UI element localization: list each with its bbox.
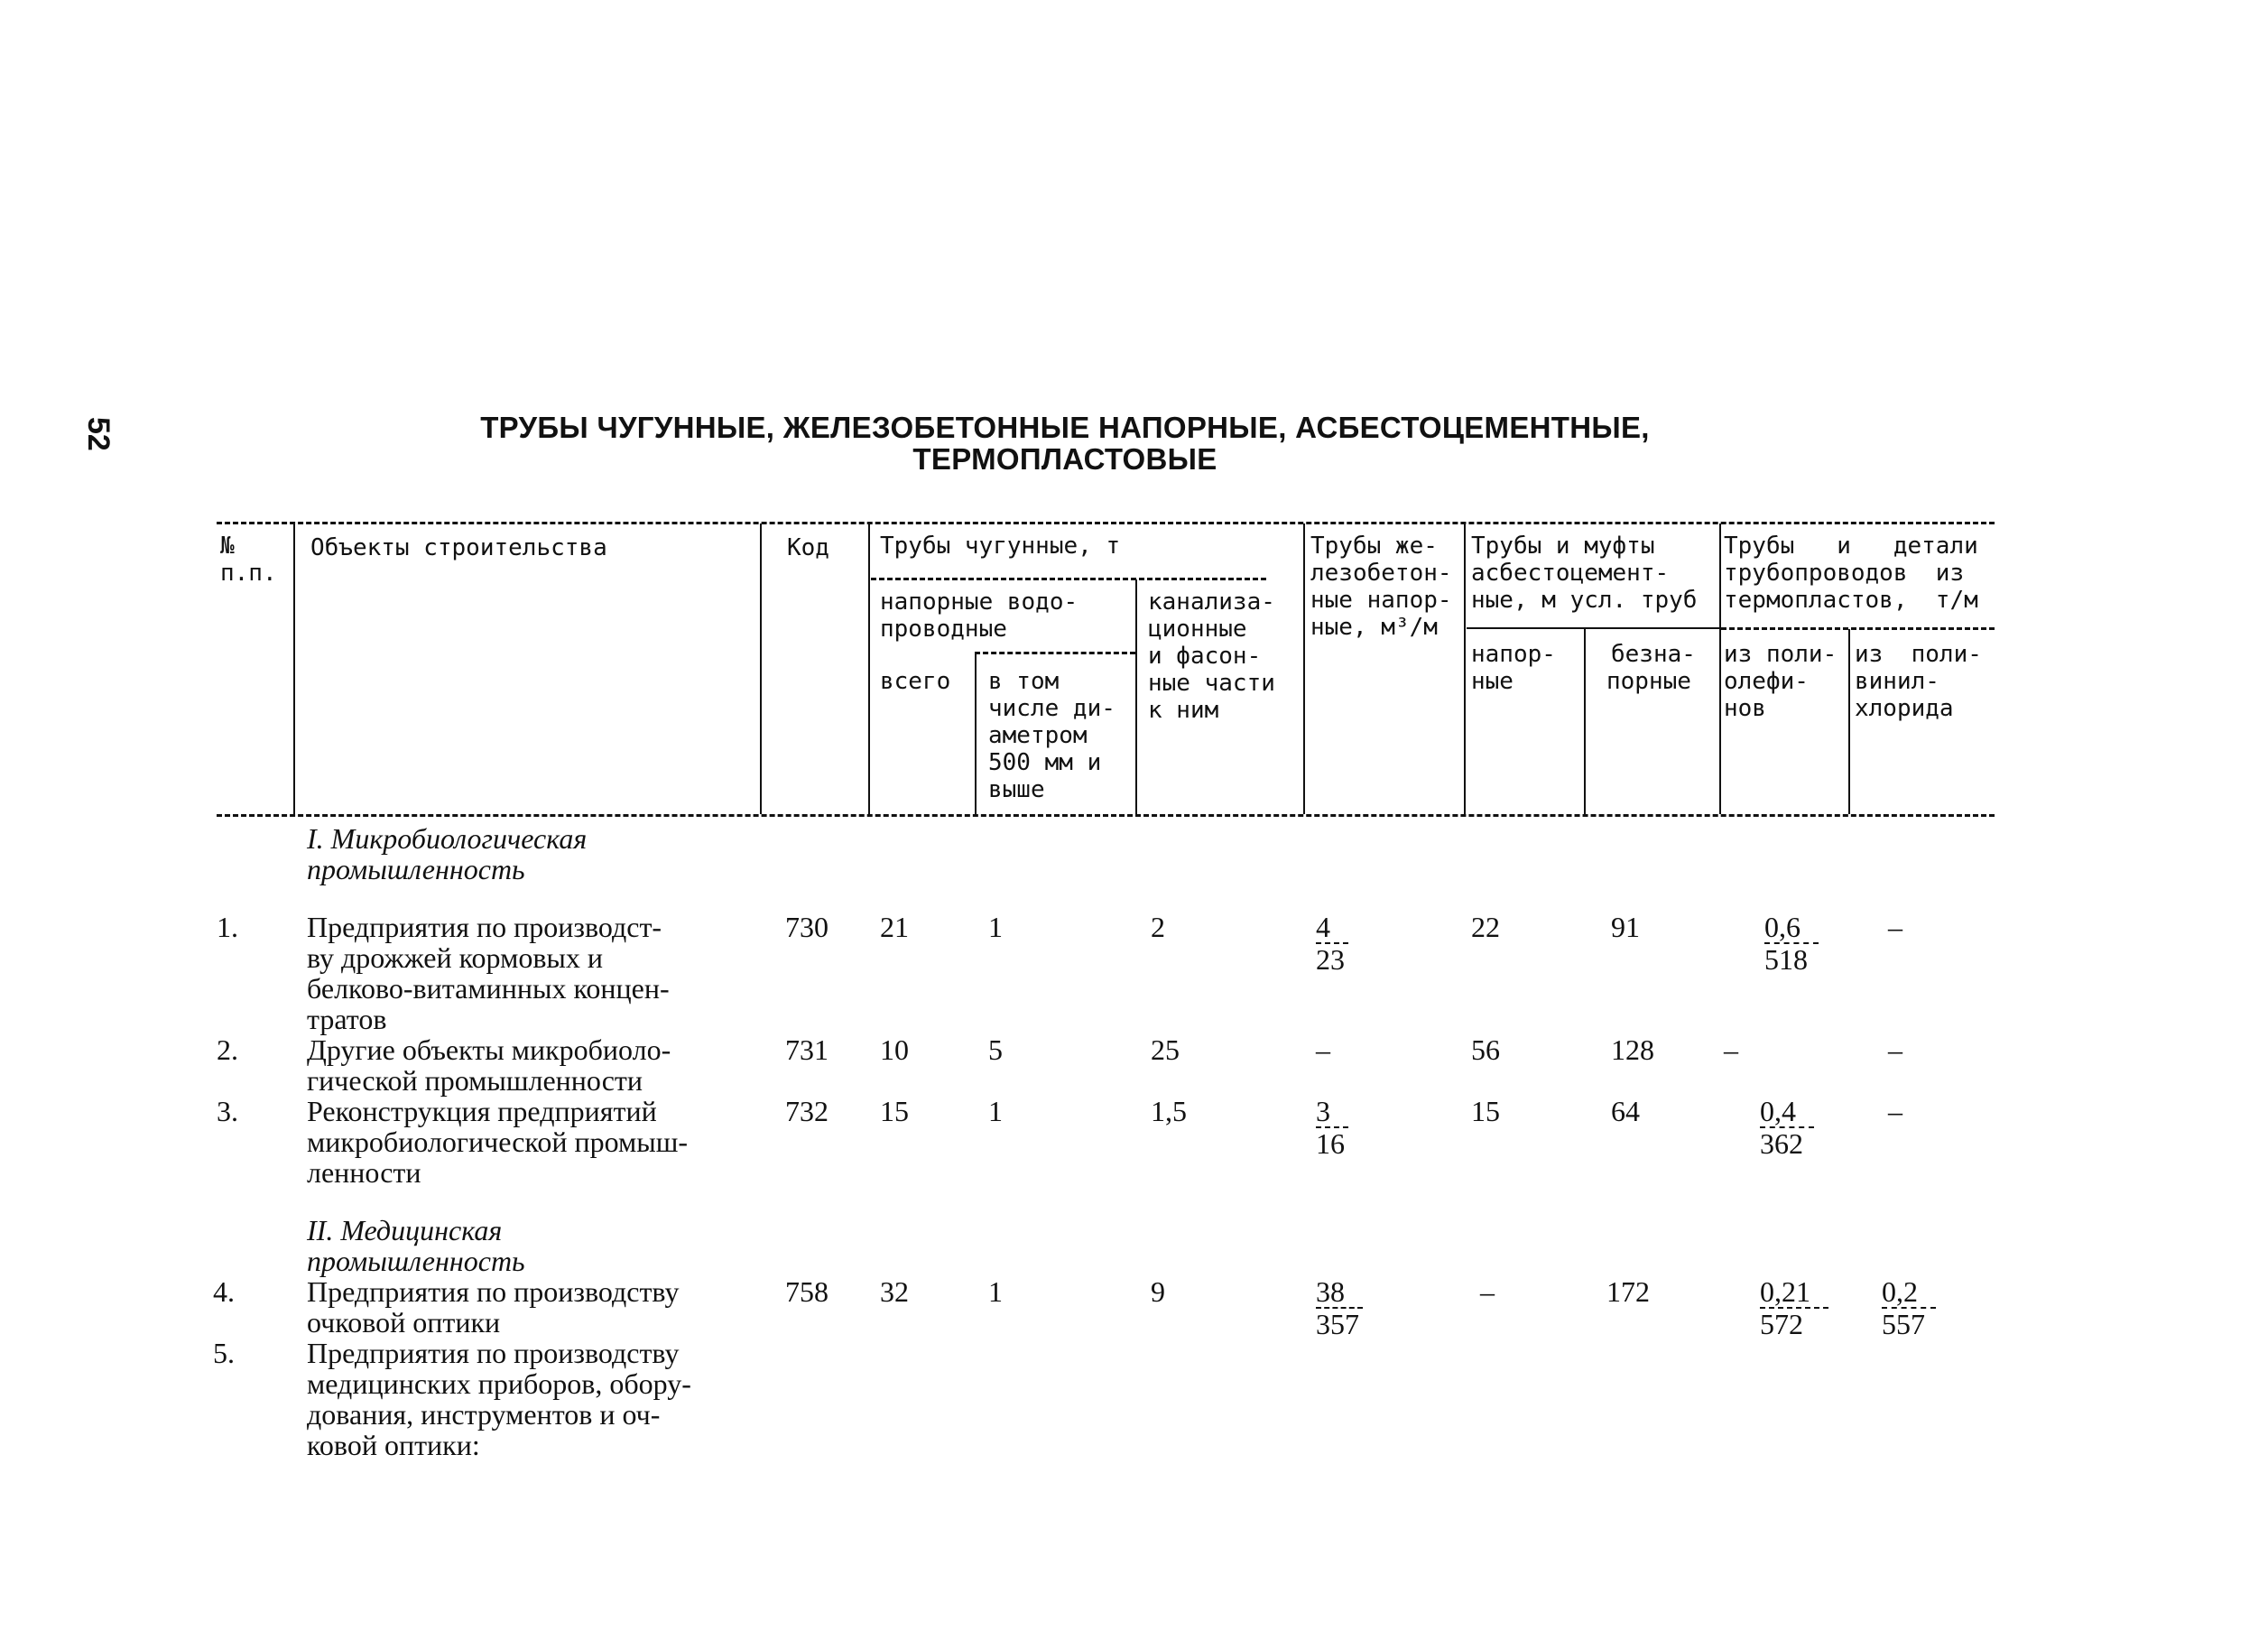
cell-asb-pressure: 22 [1471,911,1500,943]
cell-sewer: 9 [1151,1275,1165,1308]
header-polyolefin: из поли- [1724,641,1838,668]
header-incl-5: выше [988,776,1045,803]
header-pressure: напорные водо- [880,588,1078,616]
header-num: № [220,533,235,560]
cell-asb-nonpressure: 64 [1611,1095,1640,1127]
header-polyolefin-3: нов [1724,695,1766,722]
header-pvc-3: хлорида [1855,695,1954,722]
cell-asb-pressure: 56 [1471,1033,1500,1066]
cell-poly-fraction [1760,1276,1828,1339]
cell-poly: – [1724,1033,1738,1066]
cell-incl: 1 [988,1275,1003,1308]
header-rc-4: ные, м³/м [1310,614,1438,641]
row-name: Другие объекты микробиоло- [307,1033,671,1066]
header-polyolefin-2: олефи- [1724,668,1809,695]
fraction-numerator: 38 [1316,1276,1363,1309]
header-asb-pressure: напор- [1471,641,1556,668]
cell-incl: 1 [988,911,1003,943]
row-name: ленности [307,1156,421,1189]
row-name: тратов [307,1003,387,1035]
row-name: Предприятия по производст- [307,911,662,943]
header-sewer-3: и фасон- [1148,643,1262,670]
row-num: 5. [213,1337,235,1369]
row-name: медицинских приборов, обору- [307,1367,691,1400]
fraction-denominator: 557 [1882,1308,1925,1340]
row-num: 1. [217,911,238,943]
cell-pvc-fraction [1882,1276,1936,1339]
cell-code: 732 [785,1095,829,1127]
fraction-numerator: 0,21 [1760,1276,1828,1309]
cell-sewer: 2 [1151,911,1165,943]
cell-code: 758 [785,1275,829,1308]
page-title: ТРУБЫ ЧУГУННЫЕ, ЖЕЛЕЗОБЕТОННЫЕ НАПОРНЫЕ, АСБЕСТОЦЕМЕНТНЫЕ, [480,411,1650,444]
row-name: Реконструкция предприятий [307,1095,657,1127]
header-cast-iron: Трубы чугунные, т [880,533,1121,560]
header-pvc-2: винил- [1855,668,1939,695]
header-asbestos-2: асбестоцемент- [1471,560,1670,587]
header-code: Код [787,534,829,561]
header-sewer-2: ционные [1148,616,1247,643]
row-name: Предприятия по производству [307,1337,680,1369]
page-number: 52 [81,417,116,451]
section-heading: I. Микробиологическая [307,822,588,855]
header-incl-4: 500 мм и [988,749,1102,776]
row-name: дования, инструментов и оч- [307,1398,661,1431]
cell-rc-fraction [1316,1096,1348,1159]
fraction-denominator: 357 [1316,1308,1359,1340]
row-name: белково-витаминных концен- [307,972,670,1005]
cell-asb-nonpressure: 128 [1611,1033,1654,1066]
cell-incl: 5 [988,1033,1003,1066]
row-num: 2. [217,1033,238,1066]
header-rc-2: лезобетон- [1310,560,1452,587]
header-pressure-2: проводные [880,616,1007,643]
cell-code: 731 [785,1033,829,1066]
section-heading: II. Медицинская [307,1214,503,1246]
fraction-denominator: 518 [1764,943,1808,976]
cell-poly-fraction [1760,1096,1814,1159]
row-name: гической промышленности [307,1064,643,1097]
cell-pvc: – [1888,1033,1902,1066]
cell-rc: – [1316,1033,1330,1066]
header-asb-nonpressure: безна- [1611,641,1696,668]
cell-asb-nonpressure: 91 [1611,911,1640,943]
cell-asb-pressure: 15 [1471,1095,1500,1127]
header-sewer-5: к ним [1148,697,1219,724]
cell-total: 32 [880,1275,909,1308]
section-heading-2: промышленность [307,853,525,885]
header-sewer-4: ные части [1148,670,1275,697]
cell-code: 730 [785,911,829,943]
fraction-denominator: 23 [1316,943,1345,976]
header-asbestos-3: ные, м усл. труб [1471,587,1698,614]
fraction-numerator: 0,6 [1764,912,1819,944]
header-asb-pressure-2: ные [1471,668,1514,695]
header-num-sub: п.п. [220,560,277,587]
row-name: микробиологической промыш- [307,1126,689,1158]
header-incl-2: числе ди- [988,695,1115,722]
cell-total: 10 [880,1033,909,1066]
row-num: 3. [217,1095,238,1127]
section-heading-2: промышленность [307,1245,525,1277]
cell-total: 15 [880,1095,909,1127]
cell-sewer: 1,5 [1151,1095,1187,1127]
header-incl-3: аметром [988,722,1088,749]
header-rc: Трубы же- [1310,533,1438,560]
page-subtitle: ТЕРМОПЛАСТОВЫЕ [912,442,1217,476]
header-thermo-3: термопластов, т/м [1724,587,1978,614]
fraction-numerator: 0,4 [1760,1096,1814,1128]
header-rc-3: ные напор- [1310,587,1452,614]
row-name: Предприятия по производству [307,1275,680,1308]
header-thermo-2: трубопроводов из [1724,560,1965,587]
header-objects: Объекты строительства [310,534,607,561]
header-incl: в том [988,668,1060,695]
fraction-denominator: 16 [1316,1127,1345,1160]
fraction-denominator: 572 [1760,1308,1803,1340]
cell-incl: 1 [988,1095,1003,1127]
row-name: ву дрожжей кормовых и [307,941,604,974]
fraction-numerator: 4 [1316,912,1348,944]
cell-asb-pressure: – [1480,1275,1495,1308]
cell-poly-fraction [1764,912,1819,975]
row-num: 4. [213,1275,235,1308]
header-total: всего [880,668,951,695]
header-asbestos: Трубы и муфты [1471,533,1655,560]
cell-pvc: – [1888,1095,1902,1127]
header-sewer: канализа- [1148,588,1275,616]
cell-rc-fraction [1316,1276,1363,1339]
header-pvc: из поли- [1855,641,1982,668]
cell-sewer: 25 [1151,1033,1180,1066]
fraction-numerator: 0,2 [1882,1276,1936,1309]
cell-rc-fraction [1316,912,1348,975]
cell-asb-nonpressure: 172 [1606,1275,1650,1308]
cell-pvc: – [1888,911,1902,943]
header-thermo: Трубы и детали [1724,533,1978,560]
fraction-numerator: 3 [1316,1096,1348,1128]
header-asb-nonpressure-2: порные [1606,668,1691,695]
cell-total: 21 [880,911,909,943]
fraction-denominator: 362 [1760,1127,1803,1160]
row-name: очковой оптики [307,1306,501,1339]
row-name: ковой оптики: [307,1429,480,1461]
